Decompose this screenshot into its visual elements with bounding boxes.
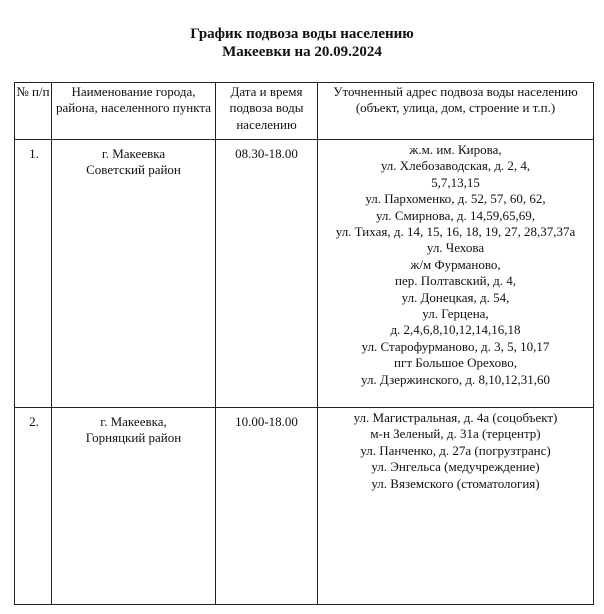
address-line: пгт Большое Орехово,: [394, 355, 517, 371]
row-number: 1.: [29, 146, 39, 161]
city-district-cell: [52, 408, 216, 605]
address-line: ул. Старофурманово, д. 3, 5, 10,17: [361, 338, 550, 354]
address-line: ул. Хлебозаводская, д. 2, 4,: [380, 158, 531, 174]
header-number: № п/п: [15, 83, 52, 140]
address-line: ул. Пархоменко, д. 52, 57, 60, 62,: [365, 191, 546, 207]
table-header: [15, 83, 594, 140]
water-delivery-schedule-table: [14, 82, 594, 605]
address-line: м-н Зеленый, д. 31а (терцентр): [370, 426, 541, 442]
header-city-district: Наименование города, района, населенного пункта: [52, 83, 216, 140]
address-line: ул. Чехова: [426, 240, 485, 256]
row-number: 2.: [29, 414, 39, 429]
address-line: ул. Смирнова, д. 14,59,65,69,: [375, 207, 536, 223]
address-line: ул. Дзержинского, д. 8,10,12,31,60: [361, 371, 550, 387]
document-title-line-2: Макеевки на 20.09.2024: [222, 44, 382, 60]
address-cell: [318, 140, 594, 408]
delivery-time-cell: [216, 140, 318, 408]
district-name: Горняцкий район: [85, 430, 182, 446]
address-line: 5,7,13,15: [431, 174, 480, 190]
address-cell: [318, 408, 594, 605]
table-row: [15, 140, 594, 408]
address-line: ул. Герцена,: [422, 306, 489, 322]
city-district-cell: [52, 140, 216, 408]
address-line: ул. Тихая, д. 14, 15, 16, 18, 19, 27, 28,37,37а: [335, 224, 576, 240]
delivery-time: 08.30-18.00: [235, 146, 298, 161]
city-name: г. Макеевка,: [100, 414, 167, 429]
table-row: [15, 408, 594, 605]
address-line: ж/м Фурманово,: [410, 256, 501, 272]
address-line: ул. Энгельса (медучреждение): [371, 459, 540, 475]
address-line: пер. Полтавский, д. 4,: [395, 273, 516, 289]
address-list: [318, 408, 593, 492]
address-line: ул. Вяземского (стоматология): [371, 475, 540, 491]
address-line: ул. Панченко, д. 27а (погрузтранс): [360, 442, 551, 458]
document-title: [0, 25, 604, 61]
delivery-time: 10.00-18.00: [235, 414, 298, 429]
address-line: ул. Магистральная, д. 4а (соцобъект): [353, 410, 558, 425]
table-header-row: [15, 83, 594, 140]
delivery-time-cell: [216, 408, 318, 605]
address-line: д. 2,4,6,8,10,12,14,16,18: [390, 322, 521, 338]
city-name: г. Макеевка: [101, 146, 166, 161]
address-line: ул. Донецкая, д. 54,: [401, 289, 510, 305]
header-address: Уточненный адрес подвоза воды населению (объект, улица, дом, строение и т.п.): [318, 83, 594, 140]
document-title-line-1: График подвоза воды населению: [190, 26, 414, 42]
table-body: [15, 140, 594, 605]
address-line: ж.м. им. Кирова,: [409, 142, 502, 157]
header-date-time: Дата и время подвоза воды населению: [216, 83, 318, 140]
district-name: Советский район: [86, 162, 181, 178]
row-number-cell: [15, 140, 52, 408]
address-list: [318, 140, 593, 388]
row-number-cell: [15, 408, 52, 605]
